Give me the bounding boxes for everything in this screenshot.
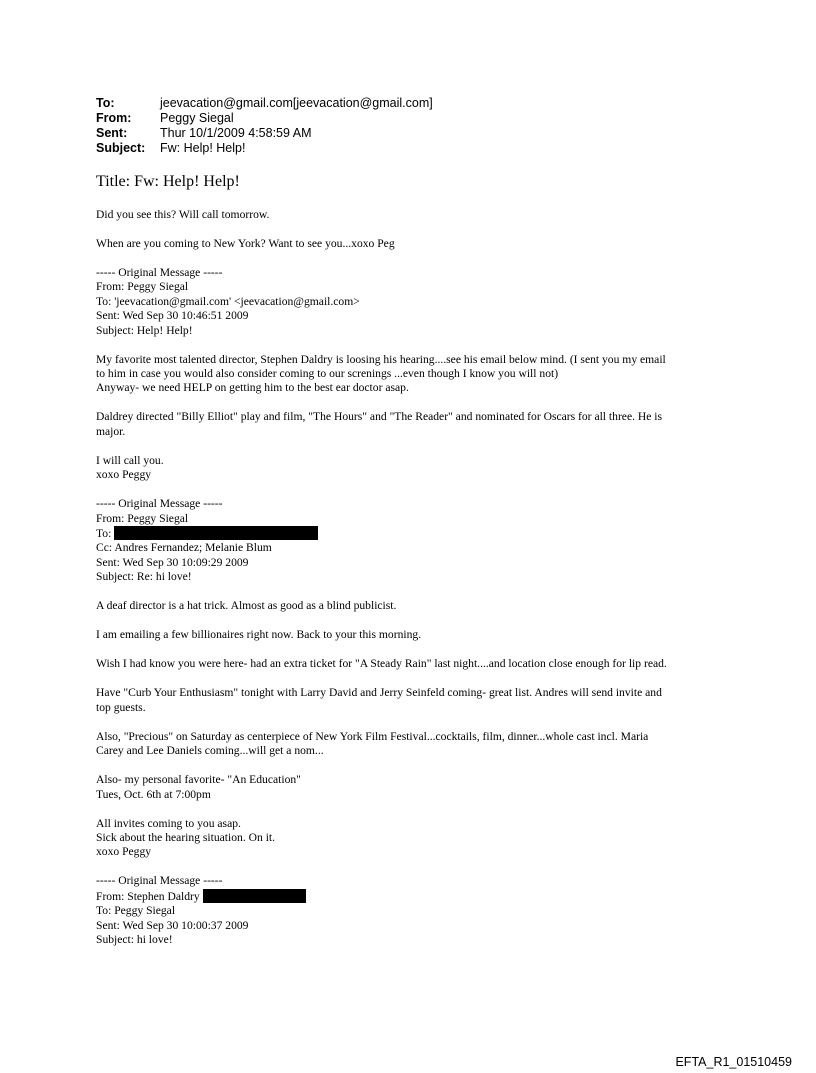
- header-sent-row: [96, 126, 433, 141]
- header-from-value: Peggy Siegal: [160, 111, 234, 125]
- original-message-separator: ----- Original Message -----: [96, 266, 223, 279]
- header-subject-value: Fw: Help! Help!: [160, 141, 246, 155]
- paragraph: [96, 657, 736, 671]
- paragraph: [96, 817, 736, 860]
- header-sent-value: Thur 10/1/2009 4:58:59 AM: [160, 126, 312, 140]
- email-body: [96, 208, 736, 962]
- original-message-header: [96, 874, 736, 947]
- document-title: Title: Fw: Help! Help!: [96, 173, 240, 190]
- paragraph: [96, 237, 736, 251]
- original-message-header: [96, 266, 736, 338]
- text-line: A deaf director is a hat trick. Almost as good as a blind publicist.: [96, 599, 397, 613]
- paragraph: [96, 353, 736, 396]
- original-message-separator: ----- Original Message -----: [96, 497, 223, 511]
- text-line: When are you coming to New York? Want to see you...xoxo Peg: [96, 237, 395, 250]
- original-from-line: [96, 889, 736, 904]
- redaction-bar: [203, 889, 306, 903]
- text-line: xoxo Peggy: [96, 845, 152, 859]
- original-subject: Subject: hi love!: [96, 932, 173, 946]
- email-header: [96, 96, 433, 156]
- text-line: All invites coming to you asap.: [96, 816, 241, 830]
- paragraph: [96, 208, 736, 222]
- paragraph: [96, 454, 736, 483]
- paragraph: [96, 599, 736, 613]
- text-line: Did you see this? Will call tomorrow.: [96, 208, 270, 221]
- text-line: Sick about the hearing situation. On it.: [96, 830, 276, 844]
- header-from-row: [96, 111, 433, 126]
- original-to: To: Peggy Siegal: [96, 904, 176, 918]
- text-line: Anyway- we need HELP on getting him to the best ear doctor asap.: [96, 381, 409, 395]
- original-from: From: Stephen Daldry: [96, 889, 200, 903]
- text-line: to him in case you would also consider coming to our screnings ...even though I know you will not): [96, 367, 559, 381]
- original-subject: Subject: Help! Help!: [96, 323, 193, 337]
- header-subject-label: Subject:: [96, 141, 146, 155]
- original-sent: Sent: Wed Sep 30 10:46:51 2009: [96, 309, 249, 323]
- text-line: Carey and Lee Daniels coming...will get a nom...: [96, 744, 324, 758]
- header-to-label: To:: [96, 96, 115, 110]
- text-line: My favorite most talented director, Stephen Daldry is loosing his hearing....see his email below mind. (I sent you my email: [96, 352, 666, 366]
- text-line: major.: [96, 424, 126, 438]
- text-line: I will call you.: [96, 453, 164, 467]
- text-line: I am emailing a few billionaires right now. Back to your this morning.: [96, 628, 422, 642]
- text-line: Tues, Oct. 6th at 7:00pm: [96, 787, 211, 801]
- paragraph: [96, 686, 736, 715]
- text-line: Daldrey directed "Billy Elliot" play and film, "The Hours" and "The Reader" and nominated for Oscars for all three. He is: [96, 410, 663, 424]
- paragraph: [96, 628, 736, 642]
- bates-number: EFTA_R1_01510459: [675, 1055, 792, 1069]
- original-subject: Subject: Re: hi love!: [96, 570, 192, 584]
- header-from-label: From:: [96, 111, 132, 125]
- header-sent-label: Sent:: [96, 126, 128, 140]
- paragraph: [96, 410, 736, 439]
- text-line: Wish I had know you were here- had an extra ticket for "A Steady Rain" last night....and location close enough for lip read.: [96, 657, 667, 671]
- text-line: Also, "Precious" on Saturday as centerpiece of New York Film Festival...cocktails, film, dinner...whole cast incl. Maria: [96, 729, 649, 743]
- original-cc: Cc: Andres Fernandez; Melanie Blum: [96, 541, 272, 555]
- header-subject-row: [96, 141, 433, 156]
- header-to-row: [96, 96, 433, 111]
- original-to: To:: [96, 527, 112, 541]
- original-from: From: Peggy Siegal: [96, 280, 189, 294]
- paragraph: [96, 773, 736, 802]
- original-sent: Sent: Wed Sep 30 10:09:29 2009: [96, 555, 249, 569]
- original-sent: Sent: Wed Sep 30 10:00:37 2009: [96, 918, 249, 932]
- original-to-line: [96, 526, 736, 541]
- text-line: top guests.: [96, 700, 146, 714]
- header-to-value: jeevacation@gmail.com[jeevacation@gmail.com]: [160, 96, 433, 110]
- text-line: Have "Curb Your Enthusiasm" tonight with Larry David and Jerry Seinfeld coming- great list. Andres will send invite and: [96, 686, 662, 700]
- text-line: Also- my personal favorite- "An Education": [96, 773, 301, 787]
- original-message-header: [96, 497, 736, 584]
- original-to: To: 'jeevacation@gmail.com' <jeevacation@gmail.com>: [96, 294, 360, 308]
- original-from: From: Peggy Siegal: [96, 511, 189, 525]
- paragraph: [96, 730, 736, 759]
- redaction-bar: [114, 526, 318, 540]
- original-message-separator: ----- Original Message -----: [96, 874, 223, 888]
- text-line: xoxo Peggy: [96, 468, 152, 482]
